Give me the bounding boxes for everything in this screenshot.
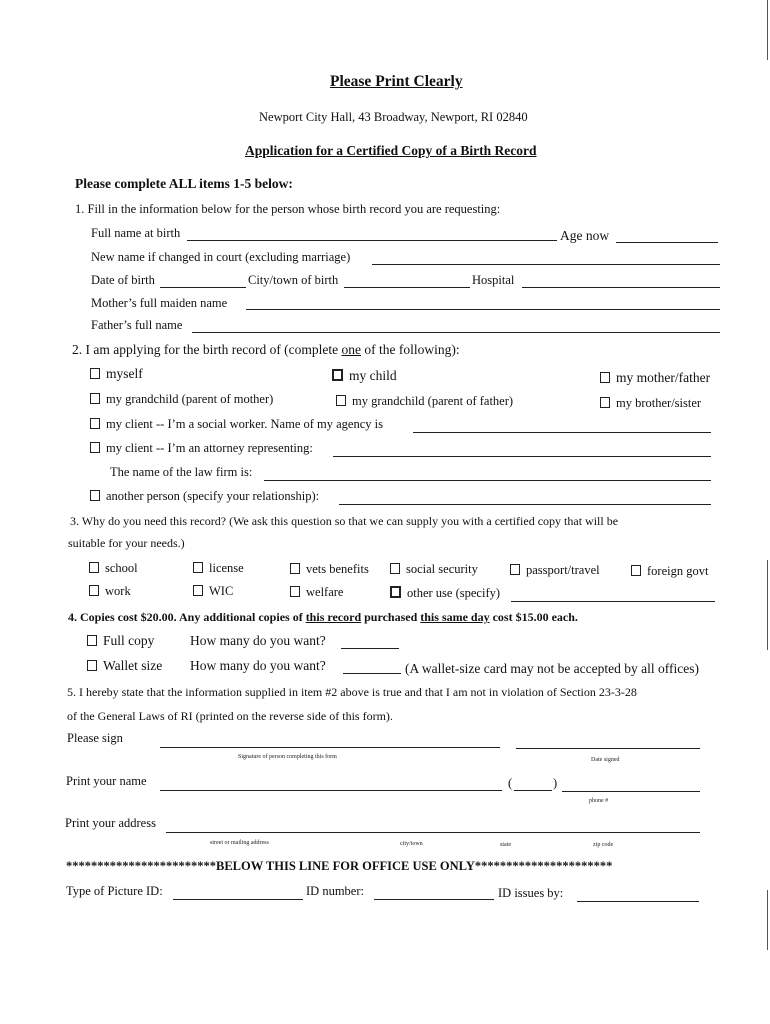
- zip-caption: zip code: [593, 842, 614, 848]
- item2-heading-one: one: [341, 342, 362, 357]
- agency-name-field[interactable]: [413, 432, 711, 433]
- form-title: Application for a Certified Copy of a Birth Record: [245, 143, 537, 158]
- phone-number-field[interactable]: [562, 791, 700, 792]
- checkbox-icon[interactable]: [336, 395, 346, 406]
- checkbox-icon[interactable]: [90, 368, 100, 379]
- checkbox-icon[interactable]: [193, 562, 203, 573]
- father-name-label: Father’s full name: [91, 318, 183, 332]
- reason-foreign-govt[interactable]: [631, 564, 708, 579]
- checkbox-icon[interactable]: [193, 585, 203, 596]
- reason-vets-benefits[interactable]: [290, 562, 369, 577]
- other-use-field[interactable]: [511, 601, 715, 602]
- id-issued-label: ID issues by:: [498, 886, 564, 900]
- checkbox-icon[interactable]: [510, 564, 520, 575]
- checkbox-icon[interactable]: [90, 490, 100, 501]
- checkbox-icon[interactable]: [89, 585, 99, 596]
- item5-statement-line1: 5. I hereby state that the information supplied in item #2 above is true and that I am not in violation of Section 23-3-28: [67, 685, 637, 699]
- cost-this-record: this record: [305, 610, 362, 624]
- instructions: Please complete ALL items 1-5 below:: [75, 176, 293, 191]
- reason-welfare[interactable]: [290, 585, 343, 600]
- mother-name-label: Mother’s full maiden name: [91, 296, 228, 310]
- page-title: Please Print Clearly: [330, 73, 463, 90]
- city-of-birth-label: City/town of birth: [248, 273, 339, 287]
- cost-text-pre: 4. Copies cost $20.00. Any additional copies of: [68, 610, 306, 624]
- reason-passport-label: passport/travel: [526, 563, 600, 577]
- cost-text-mid: purchased: [361, 610, 421, 624]
- checkbox-icon[interactable]: [390, 563, 400, 574]
- reason-wic-label: WIC: [209, 584, 234, 598]
- wallet-question: How many do you want?: [190, 658, 326, 673]
- reason-work[interactable]: [89, 584, 131, 599]
- checkbox-icon[interactable]: [90, 442, 100, 453]
- reason-license-label: license: [209, 561, 244, 575]
- reason-school-label: school: [105, 561, 138, 575]
- option-mother-father[interactable]: [600, 370, 710, 386]
- checkbox-icon[interactable]: [290, 586, 300, 597]
- item2-heading-pre: 2. I am applying for the birth record of (complete: [72, 342, 342, 357]
- option-social-worker[interactable]: [90, 417, 383, 432]
- phone-paren-close: ): [553, 776, 558, 790]
- id-number-label: ID number:: [306, 884, 364, 898]
- option-my-child-label: my child: [349, 368, 397, 383]
- print-address-field[interactable]: [166, 832, 700, 833]
- reason-other-label: other use (specify): [407, 586, 501, 600]
- city-caption: city/town: [400, 841, 423, 847]
- reason-passport[interactable]: [510, 563, 600, 578]
- option-grandchild-father-label: my grandchild (parent of father): [352, 394, 514, 408]
- option-grandchild-mother-label: my grandchild (parent of mother): [106, 392, 274, 406]
- print-name-label: Print your name: [66, 774, 147, 788]
- cost-text-post: cost $15.00 each.: [489, 610, 578, 624]
- reason-foreign-govt-label: foreign govt: [647, 564, 709, 578]
- option-full-copy-label: Full copy: [103, 633, 155, 648]
- print-name-field[interactable]: [160, 790, 502, 791]
- new-name-label: New name if changed in court (excluding marriage): [91, 250, 351, 264]
- checkbox-icon[interactable]: [87, 635, 97, 646]
- date-signed-caption: Date signed: [591, 757, 620, 763]
- city-of-birth-field[interactable]: [344, 287, 470, 288]
- wallet-quantity-field[interactable]: [343, 673, 401, 674]
- reason-welfare-label: welfare: [306, 585, 344, 599]
- age-now-label: Age now: [560, 228, 610, 243]
- checkbox-icon[interactable]: [87, 660, 97, 671]
- option-myself-label: myself: [106, 366, 143, 381]
- reason-school[interactable]: [89, 561, 138, 576]
- checkbox-icon[interactable]: [600, 372, 610, 383]
- option-social-worker-label: my client -- I’m a social worker. Name of my agency is: [106, 417, 383, 431]
- option-mother-father-label: my mother/father: [616, 370, 711, 385]
- scan-edge-mark: [767, 890, 768, 950]
- new-name-field[interactable]: [372, 264, 720, 265]
- law-firm-field[interactable]: [264, 480, 711, 481]
- reason-other[interactable]: [390, 586, 500, 601]
- option-grandchild-father[interactable]: [336, 394, 513, 409]
- option-myself[interactable]: [90, 366, 143, 382]
- phone-area-code-field[interactable]: [514, 790, 552, 791]
- state-caption: state: [500, 842, 511, 848]
- reason-license[interactable]: [193, 561, 244, 576]
- checkbox-icon[interactable]: [600, 397, 610, 408]
- option-grandchild-mother[interactable]: [90, 392, 273, 407]
- law-firm-label: The name of the law firm is:: [110, 465, 253, 479]
- option-another-person[interactable]: [90, 489, 319, 504]
- attorney-client-field[interactable]: [333, 456, 711, 457]
- date-signed-field[interactable]: [516, 748, 700, 749]
- hospital-label: Hospital: [472, 273, 515, 287]
- reason-social-security[interactable]: [390, 562, 478, 577]
- signature-caption: Signature of person completing this form: [238, 754, 337, 760]
- item3-heading-line2: suitable for your needs.): [68, 536, 185, 550]
- item2-heading-post: of the following):: [361, 342, 460, 357]
- full-name-field[interactable]: [187, 240, 557, 241]
- option-full-copy[interactable]: [87, 633, 154, 649]
- reason-social-security-label: social security: [406, 562, 478, 576]
- option-attorney-label: my client -- I’m an attorney representing:: [106, 441, 313, 455]
- mother-name-field[interactable]: [246, 309, 720, 310]
- father-name-field[interactable]: [192, 332, 720, 333]
- checkbox-icon[interactable]: [90, 393, 100, 404]
- wallet-note: (A wallet-size card may not be accepted by all offices): [405, 661, 699, 676]
- signature-field[interactable]: [160, 747, 500, 748]
- item4-cost-line: [68, 610, 578, 625]
- office-address: Newport City Hall, 43 Broadway, Newport, RI 02840: [259, 110, 528, 124]
- picture-id-label: Type of Picture ID:: [66, 884, 163, 898]
- checkbox-icon[interactable]: [90, 418, 100, 429]
- phone-paren-open: (: [508, 776, 513, 790]
- item3-heading-line1: 3. Why do you need this record? (We ask this question so that we can supply you with a certified copy that will be: [70, 514, 619, 528]
- age-now-field[interactable]: [616, 242, 718, 243]
- option-wallet-size-label: Wallet size: [103, 658, 163, 673]
- option-my-child[interactable]: [332, 368, 397, 384]
- reason-vets-benefits-label: vets benefits: [306, 562, 369, 576]
- hospital-field[interactable]: [522, 287, 720, 288]
- scan-edge-mark: [767, 0, 768, 60]
- full-name-label: Full name at birth: [91, 226, 181, 240]
- option-wallet-size[interactable]: [87, 658, 162, 674]
- reason-work-label: work: [105, 584, 131, 598]
- reason-wic[interactable]: [193, 584, 233, 599]
- relationship-field[interactable]: [339, 504, 711, 505]
- checkbox-icon[interactable]: [332, 369, 343, 381]
- print-address-label: Print your address: [65, 816, 156, 830]
- checkbox-icon[interactable]: [631, 565, 641, 576]
- option-another-person-label: another person (specify your relationship):: [106, 489, 320, 503]
- item2-heading: [72, 342, 460, 358]
- checkbox-icon[interactable]: [390, 586, 401, 598]
- id-number-field[interactable]: [374, 899, 494, 900]
- id-issued-field[interactable]: [577, 901, 699, 902]
- date-of-birth-field[interactable]: [160, 287, 246, 288]
- checkbox-icon[interactable]: [89, 562, 99, 573]
- item1-heading: 1. Fill in the information below for the person whose birth record you are requesting:: [75, 202, 501, 216]
- please-sign-label: Please sign: [67, 731, 123, 745]
- street-caption: street or mailing address: [210, 840, 269, 846]
- date-of-birth-label: Date of birth: [91, 273, 155, 287]
- picture-id-field[interactable]: [173, 899, 303, 900]
- office-use-banner: ************************BELOW THIS LINE FOR OFFICE USE ONLY**********************: [66, 859, 613, 873]
- full-copy-quantity-field[interactable]: [341, 648, 399, 649]
- cost-same-day: this same day: [420, 610, 490, 624]
- phone-caption: phone #: [589, 798, 609, 804]
- full-copy-question: How many do you want?: [190, 633, 326, 648]
- scan-edge-mark: [767, 560, 768, 650]
- option-brother-sister[interactable]: [600, 396, 701, 411]
- item5-statement-line2: of the General Laws of RI (printed on the reverse side of this form).: [67, 709, 393, 723]
- checkbox-icon[interactable]: [290, 563, 300, 574]
- option-attorney[interactable]: [90, 441, 313, 456]
- option-brother-sister-label: my brother/sister: [616, 396, 702, 410]
